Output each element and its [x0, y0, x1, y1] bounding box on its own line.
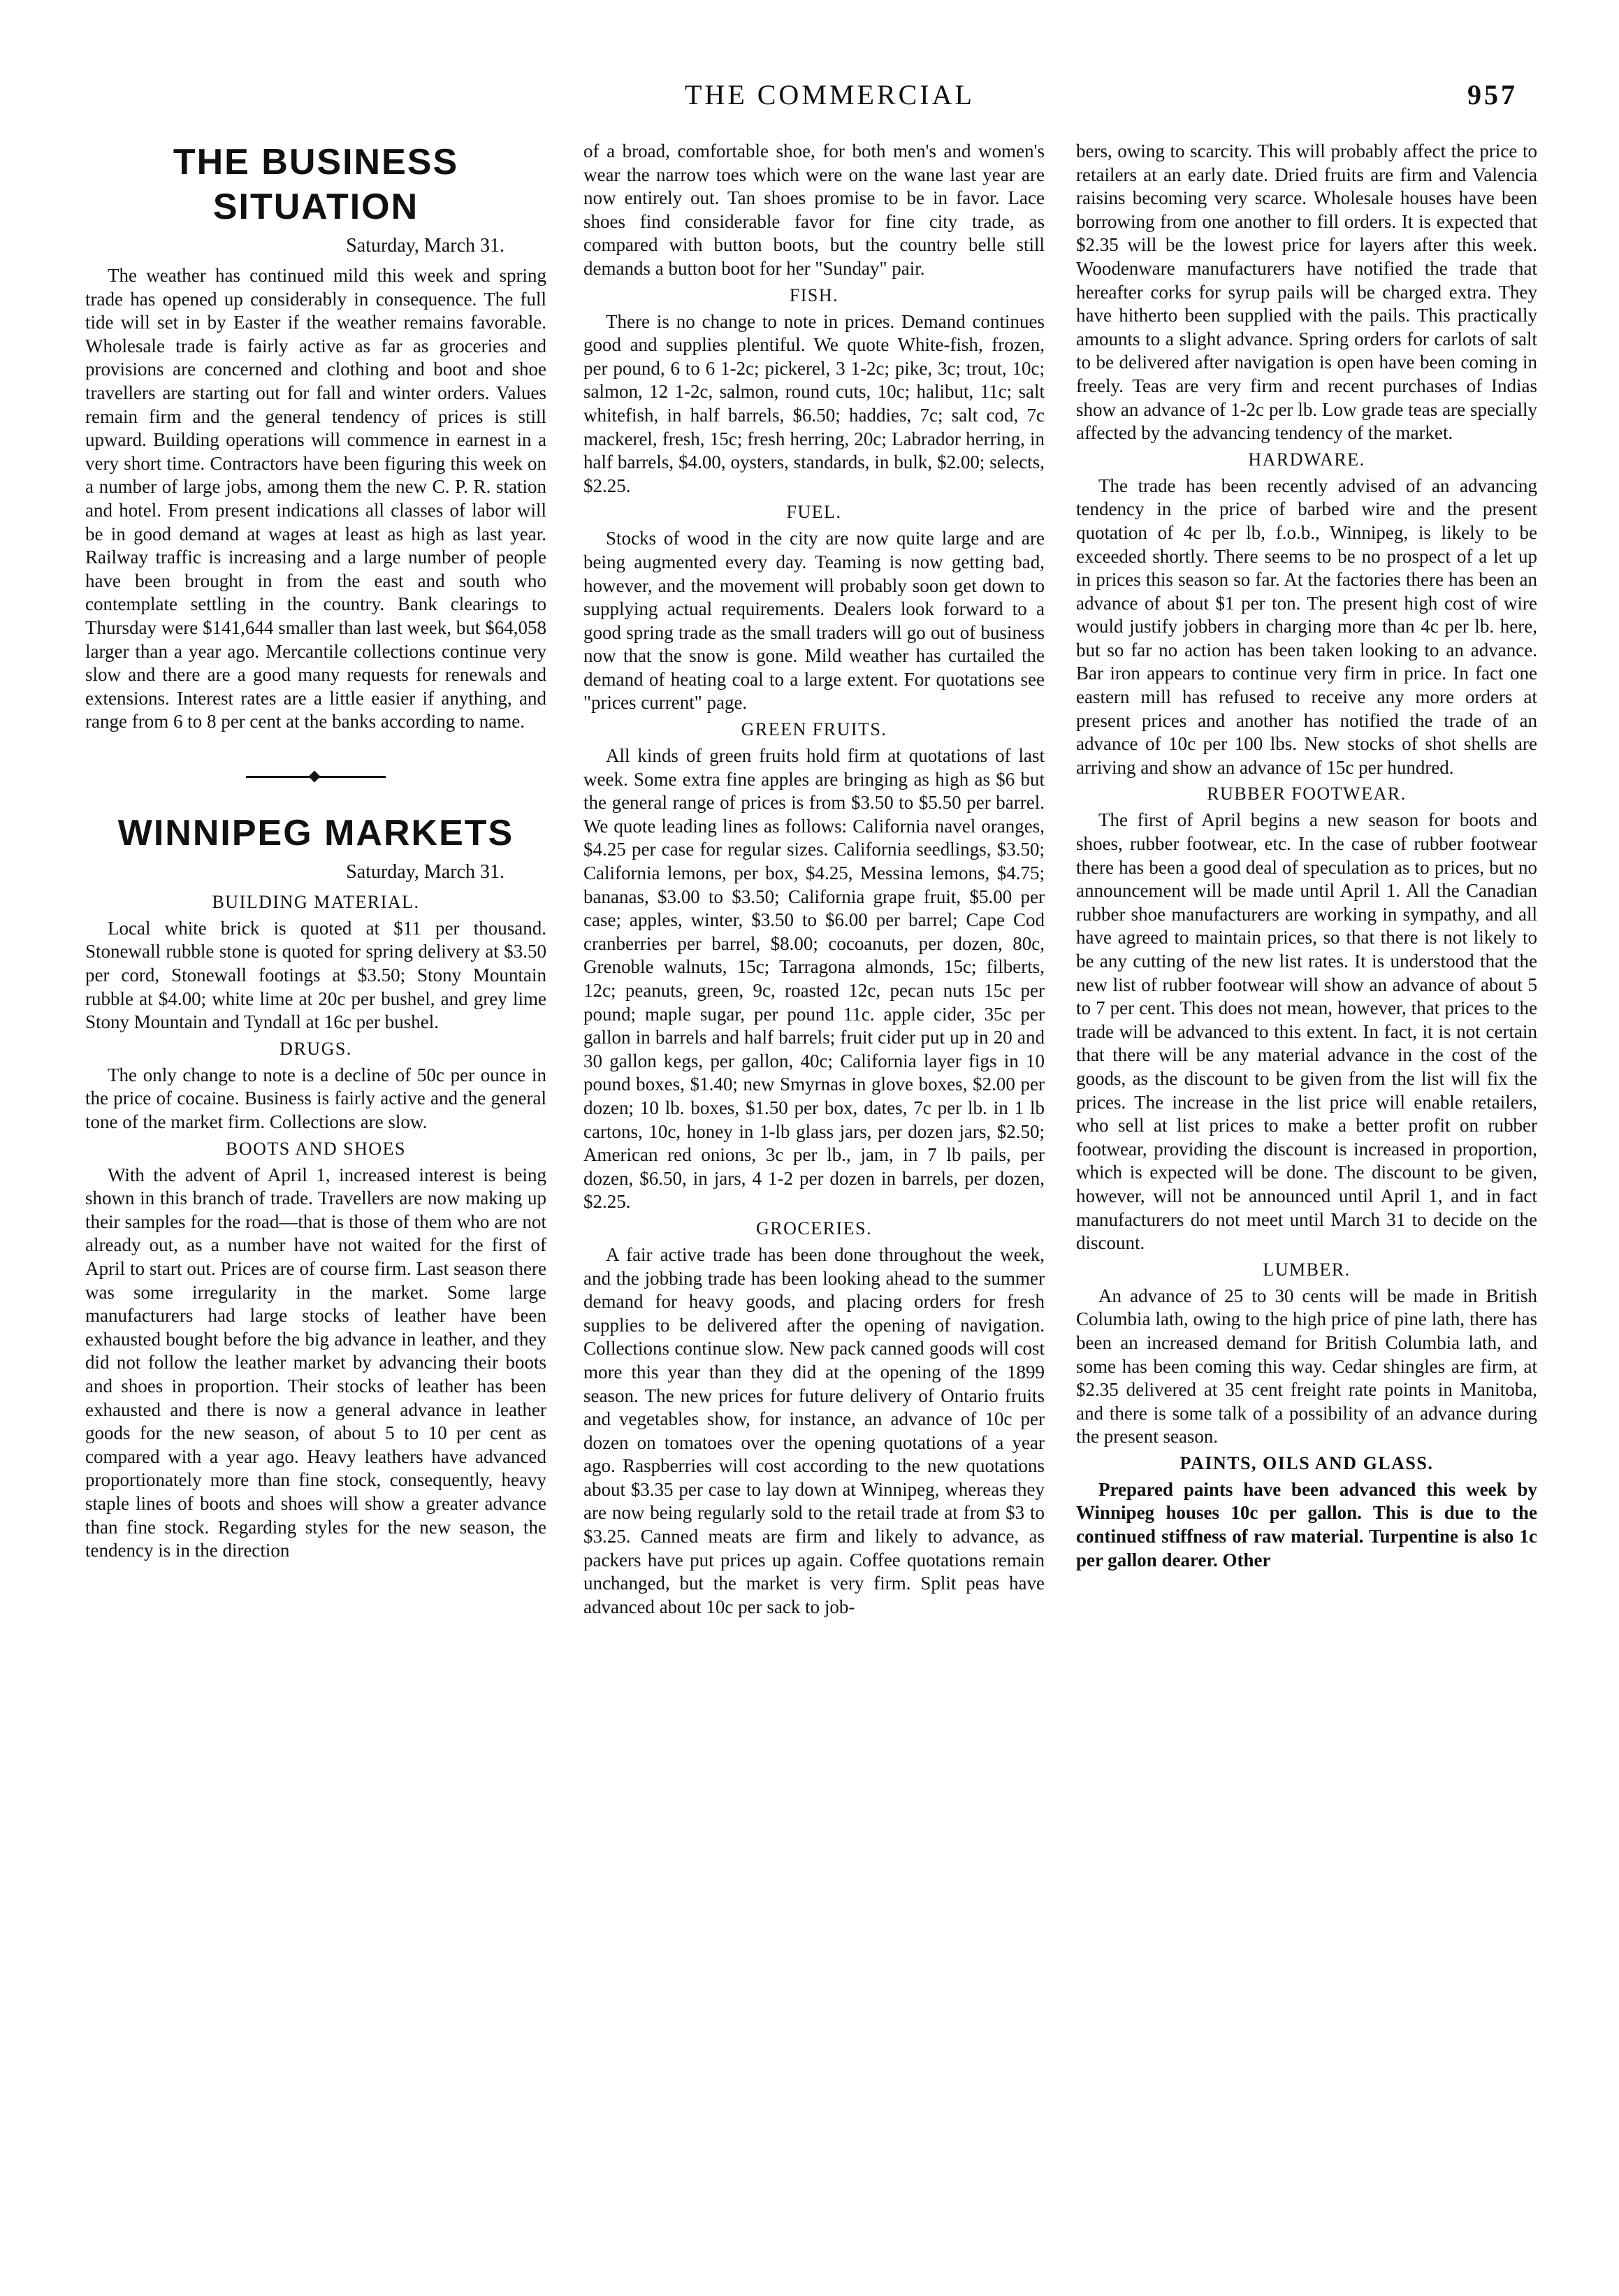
winnipeg-markets-title: WINNIPEG MARKETS: [117, 812, 514, 853]
business-situation-text: The weather has continued mild this week and spring trade has opened up considerably in consequence. The full tide will set in by Easter if the weather remains favorable. Wholesale trade is fairly active as far as groceries and provisions are concerned and clothing and boot and shoe travellers are starting out for fall and winter orders. Values remain firm and the general tendency of prices is still upward. Building operations will commence in earnest in a very short time. Contractors have been figuring this week on a number of large jobs, among them the new C. P. R. station and hotel. From present indications all classes of labor will be in good demand at wages at least as high as last year. Railway traffic is increasing and a large number of people have been brought in from the east and south who contemplate settling in the country. Bank clearings to Thursday were $141,644 smaller than last week, but $64,058 larger than a year ago. Mercantile collections continue very slow and there are a good many requests for renewals and extensions. Interest rates are a little easier if anything, and range from 6 to 8 per cent at the banks according to name.: [85, 265, 546, 732]
business-situation-date: Saturday, March 31.: [346, 235, 504, 257]
section-divider: [246, 770, 386, 783]
boots-and-shoes-heading: BOOTS AND SHOES: [226, 1138, 406, 1159]
lumber-heading: LUMBER.: [1263, 1259, 1351, 1280]
green-fruits-text: All kinds of green fruits hold firm at quotations of last week. Some extra fine apples are bringing as high as $6 but the general range of prices is from $3.50 to $5.50 per barrel. We quote leading lines as follows: California navel oranges, $4.25 per case for regular sizes. California seedlings, $3.50; California lemons, per box, $4.25, Messina lemons, $4.75; bananas, $3.00 to $3.50; California grape fruit, $5.00 per case; apples, winter, $3.50 to $6.00 per barrel; Cape Cod cranberries per barrel, $8.00; cocoanuts, per dozen, 80c, Grenoble walnuts, 15c; Tarragona almonds, 15c; filberts, 12c; peanuts, green, 9c, roasted 12c, pecan nuts 15c per pound; maple sugar, per pound 11c. apple cider, 35c per gallon in barrels and half barrels; fruit cider put up in 20 and 30 gallon kegs, per gallon, 40c; California layer figs in 10 pound boxes, $1.40; new Smyrnas in glove boxes, $2.00 per dozen; 10 lb. boxes, $1.50 per box, dates, 7c per lb. in 1 lb cartons, 10c, honey in 1-lb glass jars, per dozen jars, $2.50; American red onions, 3c per lb., jam, in 7 lb pails, per dozen, $6.50, in jars, 4 1-2 per dozen in barrels, per dozen, $2.25.: [583, 745, 1045, 1213]
boots-and-shoes-text: With the advent of April 1, increased interest is being shown in this branch of trade. Travellers are now making up their samples for the road—that is those of them who are not already out, as a number have not waited for the first of April to start out. Prices are of course firm. Last season there was some irregularity in the market. Some large manufacturers had large stocks of leather have been exhausted bought before the big advance in leather, and they did not follow the leather market by advancing their boots and shoes in proportion. Their stocks of leather has been exhausted and there is now a general advance in leather goods for the new season, of about 5 to 10 per cent as compared with a year ago. Heavy leathers have advanced proportionately more than fine stock, consequently, heavy staple lines of boots and shoes will show a greater advance than fine stock. Regarding styles for the new season, the tendency is in the direction: [85, 1164, 546, 1561]
groceries-heading: GROCERIES.: [756, 1218, 872, 1239]
column-2: [583, 140, 1045, 1619]
rubber-footwear-text: The first of April begins a new season for boots and shoes, rubber footwear, etc. In the case of rubber footwear there has been a good deal of speculation as to prices, but no announcement will be made until April 1. All the Canadian rubber shoe manufacturers are working in sympathy, and all have agreed to maintain prices, so that there is not likely to be any cutting of the new list rates. It is understood that the new list of rubber footwear will show an advance of about 5 to 7 per cent. This does not mean, however, that prices to the trade will be advanced to this extent. In fact, it is not certain that there will be any material advance in the cost of the goods, as the discount to be given from the list will fix the prices. The increase in the list price will enable retailers, who sell at list prices to make a better profit on rubber footwear, providing the discount is increased in proportion, which is expected will be done. The discount to be given, however, will not be announced until April 1, and in fact manufacturers do not meet until March 31 to decide on the discount.: [1076, 809, 1537, 1254]
running-title: THE COMMERCIAL: [685, 79, 975, 110]
hardware-heading: HARDWARE.: [1248, 449, 1365, 470]
drugs-text: The only change to note is a decline of 50c per ounce in the price of cocaine. Business is fairly active and the general tone of the market firm. Collections are slow.: [85, 1064, 546, 1133]
green-fruits-heading: GREEN FRUITS.: [741, 719, 887, 740]
groceries-text-continued: bers, owing to scarcity. This will probably affect the price to retailers at an early date. Dried fruits are firm and Valencia raisins becoming very scarce. Wholesale houses have been borrowing from one another to fill orders. It is expected that $2.35 will be the lowest price for layers after this week. Woodenware manufacturers have notified the trade that hereafter corks for syrup pails will be charged extra. They have hitherto been supplied with the pails. This practically amounts to a slight advance. Spring orders for carlots of salt to be delivered after navigation is open have been coming in freely. Teas are very firm and recent purchases of Indias show an advance of 1-2c per lb. Low grade teas are specially affected by the advancing tendency of the market.: [1076, 140, 1537, 444]
boots-and-shoes-text-continued: of a broad, comfortable shoe, for both men's and women's wear the narrow toes which were on the wane last year are now entirely out. Tan shoes promise to be in favor. Lace shoes find considerable favor for fine city trade, as compared with button boots, but the country belle still demands a button boot for her "Sunday" pair.: [583, 140, 1045, 279]
running-head: [0, 78, 1619, 120]
winnipeg-markets-date: Saturday, March 31.: [346, 860, 504, 883]
page-number: 957: [1467, 79, 1518, 110]
column-3: [1076, 140, 1537, 1572]
building-material-heading: BUILDING MATERIAL.: [212, 891, 420, 912]
fish-heading: FISH.: [789, 284, 839, 305]
column-1: [85, 140, 546, 1563]
business-situation-title: THE BUSINESS SITUATION: [173, 142, 459, 227]
hardware-text: The trade has been recently advised of an advancing tendency in the price of barbed wire and the present quotation of 4c per lb, f.o.b., Winnipeg, is likely to be exceeded shortly. There seems to be no prospect of a let up in prices this season so far. At the factories there has been an advance of about $1 per ton. The present high cost of wire would justify jobbers in charging more than 4c per lb. here, but so far no action has been taken looking to an advance. Bar iron appears to continue very firm in price. In fact one eastern mill has refused to receive any more orders at present prices and another has notified the trade of an advance of 10c per 100 lbs. New stocks of shot shells are arriving and show an advance of 15c per hundred.: [1076, 475, 1537, 778]
fuel-heading: FUEL.: [786, 502, 842, 523]
groceries-text: A fair active trade has been done throughout the week, and the jobbing trade has been looking ahead to the summer demand for heavy goods, and placing orders for fresh supplies to be delivered after the opening of navigation. Collections continue slow. New pack canned goods will cost more this year than they did at the opening of the 1899 season. The new prices for future delivery of Ontario fruits and vegetables show, for instance, an advance of 10c per dozen on tomatoes over the opening quotations of a year ago. Raspberries will cost according to the new quotations about $3.35 per case to lay down at Winnipeg, whereas they are now being regularly sold to the retail trade at from $3 to $3.25. Canned meats are firm and likely to advance, as packers have put prices up again. Coffee quotations remain unchanged, but the market is very firm. Split peas have advanced about 10c per sack to job-: [583, 1243, 1045, 1617]
building-material-text: Local white brick is quoted at $11 per thousand. Stonewall rubble stone is quoted for spring delivery at $3.50 per cord, Stonewall footings at $3.50; Stony Mountain rubble at $4.00; white lime at 20c per bushel, and grey lime Stony Mountain and Tyndall at 16c per bushel.: [85, 917, 546, 1033]
paints-oils-glass-text: Prepared paints have been advanced this week by Winnipeg houses 10c per gallon. This is due to the continued stiffness of raw material. Turpentine is also 1c per gallon dearer. Other: [1076, 1478, 1537, 1571]
lumber-text: An advance of 25 to 30 cents will be made in British Columbia lath, owing to the high price of pine lath, there has been an increased demand for British Columbia lath, and some has been coming this way. Cedar shingles are firm, at $2.35 delivered at 35 cent freight rate points in Manitoba, and there is some talk of a possibility of an advance during the present season.: [1076, 1285, 1537, 1447]
rubber-footwear-heading: RUBBER FOOTWEAR.: [1207, 784, 1407, 804]
fuel-text: Stocks of wood in the city are now quite large and are being augmented every day. Teaming is now getting bad, however, and the movement will probably soon get down to supplying actual requirements. Dealers look forward to a good spring trade as the small traders will go out of business now that the snow is gone. Mild weather has curtailed the demand of heating coal to a large extent. For quotations see "prices current" page.: [583, 528, 1045, 714]
fish-text: There is no change to note in prices. Demand continues good and supplies plentiful. We quote White-fish, frozen, per pound, 6 to 6 1-2c; pickerel, 3 1-2c; pike, 3c; trout, 10c; salmon, 12 1-2c, salmon, round cuts, 10c; halibut, 11c; salt whitefish, in half barrels, $6.50; haddies, 7c; salt cod, 7c mackerel, fresh, 15c; fresh herring, 20c; Labrador herring, in half barrels, $4.00, oysters, standards, in bulk, $2.00; selects, $2.25.: [583, 310, 1045, 496]
drugs-heading: DRUGS.: [279, 1038, 352, 1059]
paints-oils-glass-heading: PAINTS, OILS AND GLASS.: [1179, 1452, 1434, 1473]
divider-ornament-icon: [309, 770, 321, 782]
